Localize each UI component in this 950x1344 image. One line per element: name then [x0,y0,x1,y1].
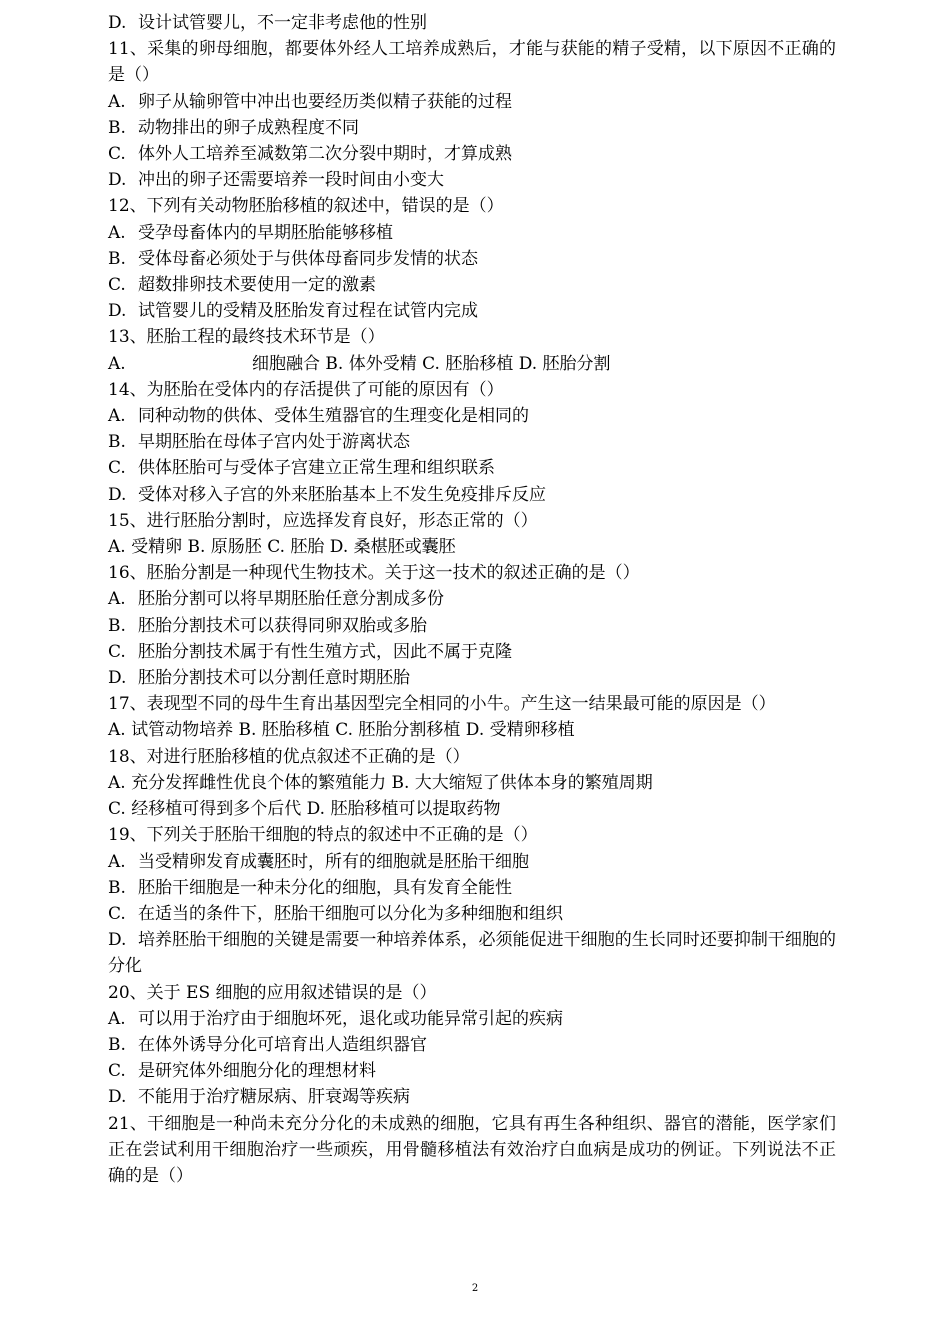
option-line [108,1006,836,1032]
option-line [108,429,836,455]
option-line [108,639,836,665]
option-label: D. [108,1087,127,1108]
option-label: A. [108,851,126,872]
option-text: 细胞融合 B. 体外受精 C. 胚胎移植 D. 胚胎分割 [252,353,611,374]
option-text: 设计试管婴儿，不一定非考虑他的性别 [138,13,427,33]
option-text: 胚胎分割可以将早期胚胎任意分割成多份 [138,589,444,610]
question-17-stem: 17、表现型不同的母牛生育出基因型完全相同的小牛。产生这一结果最可能的原因是（） [108,694,776,715]
option-label: D. [108,13,127,33]
option-line [108,351,836,377]
option-text: 在体外诱导分化可培育出人造组织器官 [138,1034,427,1055]
option-text: 胚胎干细胞是一种未分化的细胞，具有发育全能性 [138,877,512,898]
option-label: D. [108,668,127,689]
option-line [108,1058,836,1084]
option-label: C. [108,144,126,165]
question-21-stem: 21、干细胞是一种尚未充分分化的未成熟的细胞，它具有再生各种组织、器官的潜能，医学家们正在尝试利用干细胞治疗一些顽疾，用骨髓移植法有效治疗白血病是成功的例证。下列说法不正确的是（） [108,1113,836,1186]
option-line [108,272,836,298]
option-line [108,1084,836,1110]
option-text: 同种动物的供体、受体生殖器官的生理变化是相同的 [138,406,529,427]
option-line [108,220,836,246]
option-label: B. [108,117,126,138]
option-label: B. [108,1034,126,1055]
option-text: 动物排出的卵子成熟程度不同 [138,117,359,138]
option-label: B. [108,877,126,898]
option-text: 试管婴儿的受精及胚胎发育过程在试管内完成 [138,301,478,322]
option-text: 早期胚胎在母体子宫内处于游离状态 [138,432,410,453]
option-line [108,115,836,141]
page-number: 2 [471,1283,479,1294]
option-text: 体外人工培养至减数第二次分裂中期时，才算成熟 [138,144,512,165]
option-text: 胚胎分割技术可以获得同卵双胎或多胎 [138,615,427,636]
option-label: D. [108,930,127,951]
option-line [108,586,836,612]
option-label: B. [108,432,126,453]
option-line [108,901,836,927]
question-14-stem: 14、为胚胎在受体内的存活提供了可能的原因有（） [108,379,504,400]
option-text: 是研究体外细胞分化的理想材料 [138,1061,376,1082]
option-text: 卵子从输卵管中冲出也要经历类似精子获能的过程 [138,91,512,112]
option-text: 培养胚胎干细胞的关键是需要一种培养体系，必须能促进干细胞的生长同时还要抑制干细胞的分化 [108,930,836,977]
option-label: D. [108,301,127,322]
option-line [108,927,836,979]
option-line [108,1032,836,1058]
question-20-stem: 20、关于 ES 细胞的应用叙述错误的是（） [108,982,437,1003]
option-line [108,613,836,639]
option-line [108,849,836,875]
option-text: 可以用于治疗由于细胞坏死，退化或功能异常引起的疾病 [138,1008,563,1029]
option-label: A. [108,406,126,427]
question-11-stem: 11、采集的卵母细胞，都要体外经人工培养成熟后，才能与获能的精子受精，以下原因不正确的是（） [108,39,836,86]
inline-options: A. 充分发挥雌性优良个体的繁殖能力 B. 大大缩短了供体本身的繁殖周期 [108,772,653,793]
option-label: C. [108,1061,126,1082]
option-label: B. [108,615,126,636]
option-text: 胚胎分割技术可以分割任意时期胚胎 [138,668,410,689]
inline-options: A. 试管动物培养 B. 胚胎移植 C. 胚胎分割移植 D. 受精卵移植 [108,720,575,741]
option-text: 冲出的卵子还需要培养一段时间由小变大 [138,170,444,191]
option-text: 不能用于治疗糖尿病、肝衰竭等疾病 [138,1087,410,1108]
option-line [108,455,836,481]
option-label: D. [108,484,127,505]
option-label: A. [108,222,126,243]
option-label: A. [108,353,126,374]
option-label: A. [108,1008,126,1029]
option-text: 供体胚胎可与受体子宫建立正常生理和组织联系 [138,458,495,479]
option-text: 受体母畜必须处于与供体母畜同步发情的状态 [138,248,478,269]
question-13-stem: 13、胚胎工程的最终技术环节是（） [108,327,385,348]
option-text: 在适当的条件下，胚胎干细胞可以分化为多种细胞和组织 [138,903,563,924]
question-16-stem: 16、胚胎分割是一种现代生物技术。关于这一技术的叙述正确的是（） [108,563,640,584]
option-line [108,403,836,429]
question-19-stem: 19、下列关于胚胎干细胞的特点的叙述中不正确的是（） [108,825,538,846]
option-line [108,246,836,272]
option-line [108,89,836,115]
option-label: A. [108,589,126,610]
question-15-stem: 15、进行胚胎分割时，应选择发育良好，形态正常的（） [108,510,538,531]
option-text: 受孕母畜体内的早期胚胎能够移植 [138,222,393,243]
option-text: 当受精卵发育成囊胚时，所有的细胞就是胚胎干细胞 [138,851,529,872]
option-label: A. [108,91,126,112]
option-line [108,141,836,167]
option-text: 受体对移入子宫的外来胚胎基本上不发生免疫排斥反应 [138,484,546,505]
question-18-stem: 18、对进行胚胎移植的优点叙述不正确的是（） [108,746,470,767]
inline-options: A. 受精卵 B. 原肠胚 C. 胚胎 D. 桑椹胚或囊胚 [108,537,456,558]
option-line [108,167,836,193]
option-label: C. [108,903,126,924]
option-line [108,482,836,508]
option-label: C. [108,275,126,296]
document-body [108,10,836,1189]
option-label: D. [108,170,127,191]
option-line [108,875,836,901]
option-text: 超数排卵技术要使用一定的激素 [138,275,376,296]
option-text: 胚胎分割技术属于有性生殖方式，因此不属于克隆 [138,641,512,662]
option-label: C. [108,641,126,662]
option-line [108,298,836,324]
option-label: B. [108,248,126,269]
option-label: C. [108,458,126,479]
inline-options: C. 经移植可得到多个后代 D. 胚胎移植可以提取药物 [108,799,501,820]
question-12-stem: 12、下列有关动物胚胎移植的叙述中，错误的是（） [108,196,504,217]
option-line [108,665,836,691]
option-line [108,10,836,36]
